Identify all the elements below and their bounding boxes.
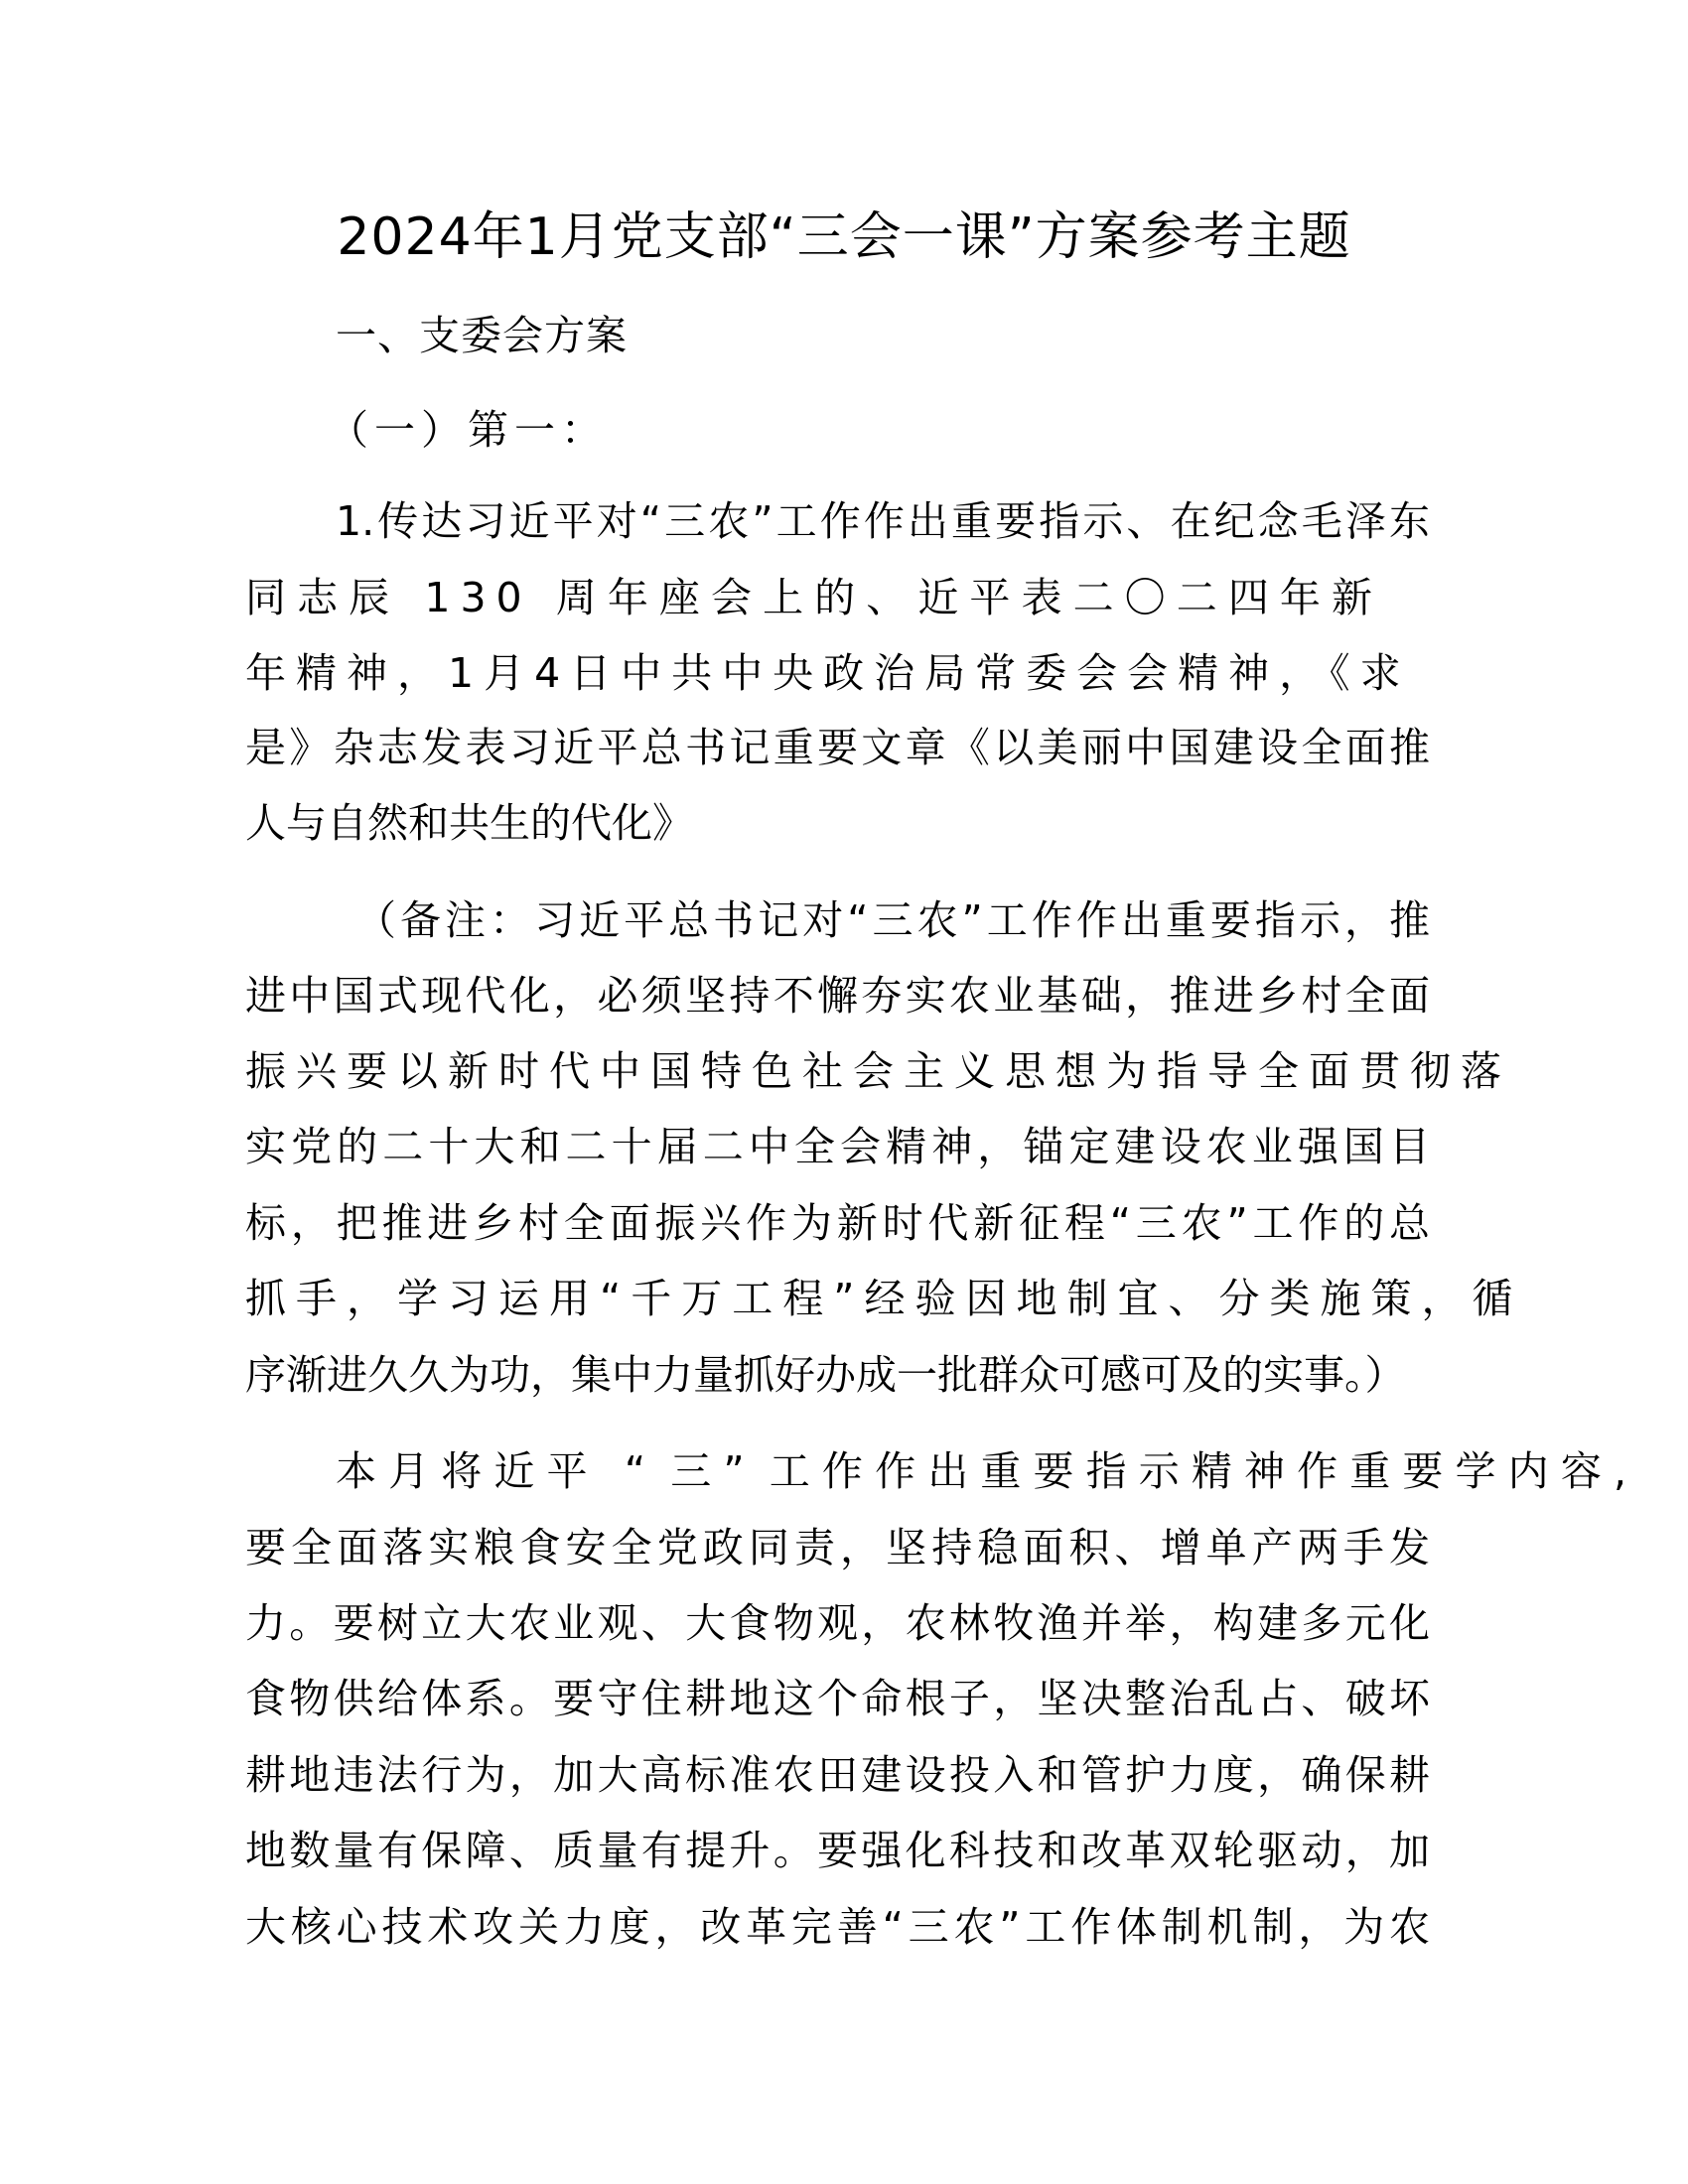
item1-line-5: 人与自然和共生的代化》 <box>245 799 693 847</box>
body-line-4: 食物供给体系。要守住耕地这个命根子，坚决整治乱占、破坏 <box>245 1675 1430 1722</box>
section-heading: 一、支委会方案 <box>336 312 628 359</box>
item1-line-3: 年精神，1月4日中共中央政治局常委会会精神，《求 <box>245 649 1411 697</box>
subsection-heading: （一）第一： <box>328 406 608 454</box>
body-line-2: 要全面落实粮食安全党政同责，坚持稳面积、增单产两手发 <box>245 1524 1430 1571</box>
note-line-5: 标，把推进乡村全面振兴作为新时代新征程“三农”工作的总 <box>245 1199 1430 1247</box>
note-line-7: 序渐进久久为功，集中力量抓好办成一批群众可感可及的实事。） <box>245 1351 1406 1399</box>
note-line-6: 抓手，学习运用“千万工程”经验因地制宜、分类施策，循 <box>245 1275 1523 1322</box>
body-line-1: 本月将近平 “ 三” 工作作出重要指示精神作重要学内容, <box>336 1447 1626 1495</box>
note-line-4: 实党的二十大和二十届二中全会精神，锚定建设农业强国目 <box>245 1123 1430 1170</box>
item1-line-1: 1.传达习近平对“三农”工作作出重要指示、在纪念毛泽东 <box>336 497 1430 545</box>
body-line-6: 地数量有保障、质量有提升。要强化科技和改革双轮驱动，加 <box>245 1827 1430 1874</box>
body-line-3: 力。要树立大农业观、大食物观，农林牧渔并举，构建多元化 <box>245 1599 1430 1647</box>
item1-line-2: 同志辰 130 周年座会上的、近平表二〇二四年新 <box>245 574 1382 621</box>
body-line-7: 大核心技术攻关力度，改革完善“三农”工作体制机制，为农 <box>245 1903 1430 1951</box>
body-line-5: 耕地违法行为，加大高标准农田建设投入和管护力度，确保耕 <box>245 1751 1430 1799</box>
note-line-3: 振兴要以新时代中国特色社会主义思想为指导全面贯彻落 <box>245 1047 1511 1095</box>
note-line-1: （备注：习近平总书记对“三农”工作作出重要指示，推 <box>355 896 1430 944</box>
document-title: 2024年1月党支部“三会一课”方案参考主题 <box>337 207 1351 267</box>
note-line-2: 进中国式现代化，必须坚持不懈夯实农业基础，推进乡村全面 <box>245 972 1430 1020</box>
item1-line-4: 是》杂志发表习近平总书记重要文章《以美丽中国建设全面推 <box>245 724 1430 771</box>
